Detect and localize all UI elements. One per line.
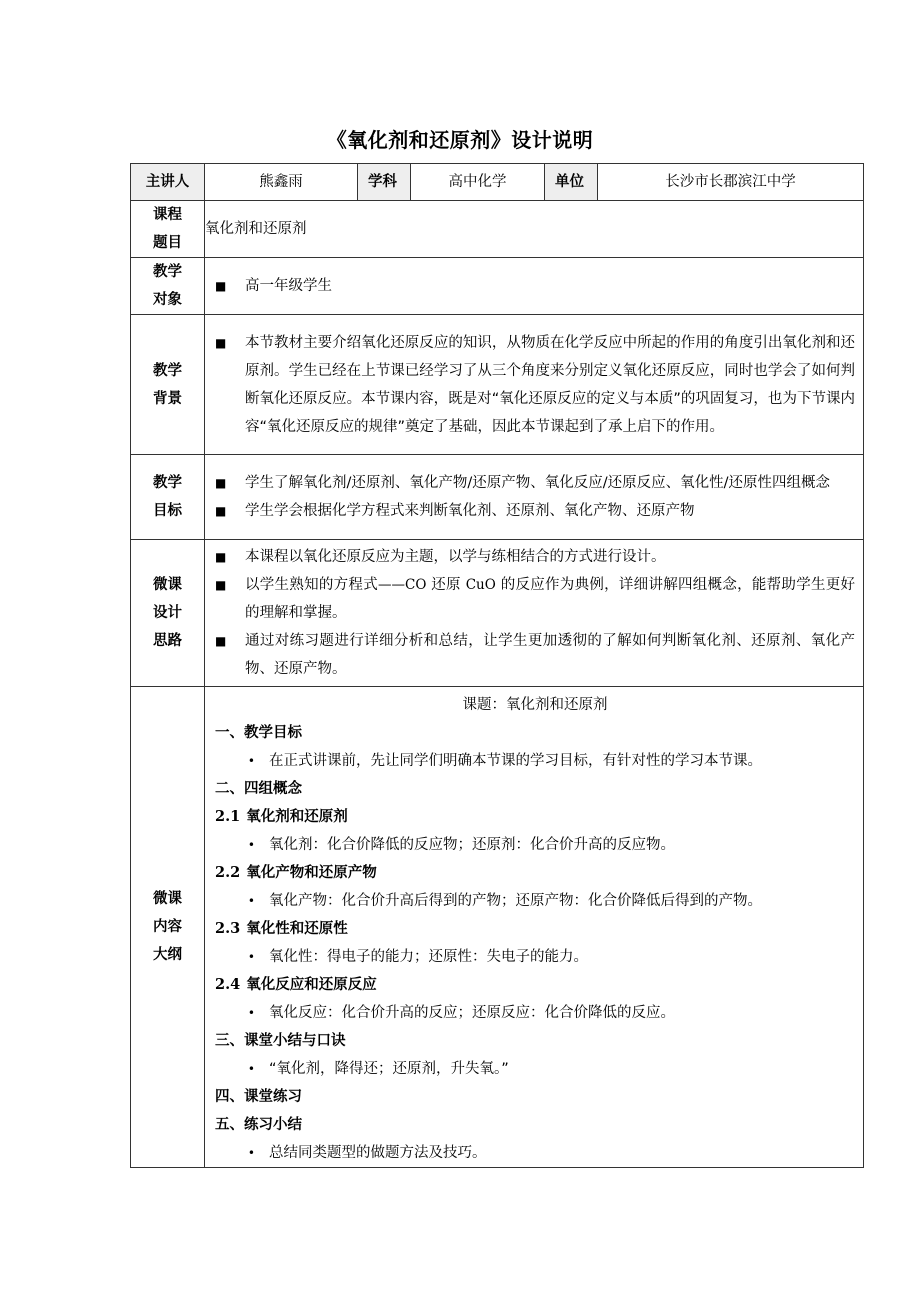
square-bullet-icon: ■: [215, 335, 227, 350]
background-label-line-2: 背景: [153, 390, 182, 407]
square-bullet-icon: ■: [215, 578, 227, 592]
design-label: [131, 540, 205, 687]
design-row: [131, 540, 864, 687]
outline-subsection-2-3: 2.3 氧化性和还原性: [215, 920, 348, 937]
goal-item-1: 学生了解氧化剂/还原剂、氧化产物/还原产物、氧化反应/还原反应、氧化性/还原性四组概念: [245, 475, 831, 491]
bullet-dot-icon: •: [247, 894, 255, 908]
subject-value: 高中化学: [411, 164, 545, 201]
outline-subsection-2-4: 2.4 氧化反应和还原反应: [215, 976, 377, 993]
design-item-1: 本课程以氧化还原反应为主题，以学与练相结合的方式进行设计。: [245, 549, 666, 565]
bullet-dot-icon: •: [247, 838, 255, 852]
audience-label-line-2: 对象: [153, 292, 182, 308]
bullet-dot-icon: •: [247, 754, 255, 768]
design-table: [130, 163, 864, 1168]
background-value: [205, 315, 864, 455]
outline-label-line-2: 内容: [153, 919, 182, 935]
outline-title: 课题：氧化剂和还原剂: [462, 697, 608, 713]
outline-bullet-text: 氧化性：得电子的能力；还原性：失电子的能力。: [269, 949, 588, 965]
bullet-dot-icon: •: [247, 1146, 255, 1160]
square-bullet-icon: ■: [215, 550, 227, 564]
topic-label-line-1: 课程: [153, 207, 182, 223]
unit-value: 长沙市长郡滨江中学: [598, 164, 864, 201]
outline-bullet: [215, 999, 855, 1027]
goals-label-line-1: 教学: [153, 475, 182, 491]
audience-text: 高一年级学生: [245, 278, 332, 294]
bullet-dot-icon: •: [247, 1062, 255, 1076]
unit-label: 单位: [545, 164, 598, 201]
outline-value: [205, 687, 864, 1168]
outline-bullet-text: 在正式讲课前，先让同学们明确本节课的学习目标，有针对性的学习本节课。: [269, 753, 762, 769]
outline-bullet: [215, 831, 855, 859]
design-label-line-3: 思路: [153, 633, 182, 649]
outline-section-3: 三、课堂小结与口诀: [215, 1033, 346, 1049]
square-bullet-icon: ■: [215, 634, 227, 648]
outline-label: [131, 687, 205, 1168]
outline-bullet: [215, 747, 855, 775]
outline-row: [131, 687, 864, 1168]
background-label: [131, 315, 205, 455]
outline-bullet: [215, 887, 855, 915]
design-label-line-2: 设计: [153, 605, 182, 621]
outline-bullet: [215, 943, 855, 971]
square-bullet-icon: ■: [215, 504, 227, 518]
audience-row: [131, 258, 864, 315]
topic-label-line-2: 题目: [153, 235, 182, 251]
outline-bullet-text: “氧化剂，降得还；还原剂，升失氧。”: [269, 1061, 509, 1077]
design-value: [205, 540, 864, 687]
goals-value: [205, 455, 864, 540]
design-item-3: 通过对练习题进行详细分析和总结，让学生更加透彻的了解如何判断氧化剂、还原剂、氧化产物、还原产物。: [245, 633, 855, 677]
outline-bullet-text: 氧化反应：化合价升高的反应；还原反应：化合价降低的反应。: [269, 1005, 675, 1021]
outline-section-4: 四、课堂练习: [215, 1089, 302, 1105]
bullet-dot-icon: •: [247, 1006, 255, 1020]
header-row: [131, 164, 864, 201]
bullet-dot-icon: •: [247, 950, 255, 964]
outline-subsection-2-1: 2.1 氧化剂和还原剂: [215, 808, 348, 825]
outline-bullet: [215, 1139, 855, 1167]
outline-section-2: 二、四组概念: [215, 781, 302, 797]
outline-bullet-text: 氧化剂：化合价降低的反应物；还原剂：化合价升高的反应物。: [269, 837, 675, 853]
background-row: [131, 315, 864, 455]
topic-label: [131, 201, 205, 258]
audience-label-line-1: 教学: [153, 264, 182, 280]
square-bullet-icon: ■: [215, 279, 227, 293]
goals-label: [131, 455, 205, 540]
outline-label-line-1: 微课: [153, 891, 182, 907]
outline-bullet-text: 总结同类题型的做题方法及技巧。: [269, 1145, 487, 1161]
background-text: 本节教材主要介绍氧化还原反应的知识，从物质在化学反应中所起的作用的角度引出氧化剂和还原剂。学生已经在上节课已经学习了从三个角度来分别定义氧化还原反应，同时也学会了如何判断氧化还原反应。本节课内容，既是对“氧化还原反应的定义与本质”的巩固复习，也为下节课内容“氧化还原反应的规律”奠定了基础，因此本节课起到了承上启下的作用。: [245, 334, 855, 435]
outline-bullet: [215, 1055, 855, 1083]
audience-label: [131, 258, 205, 315]
square-bullet-icon: ■: [215, 476, 227, 490]
background-label-line-1: 教学: [153, 362, 182, 379]
presenter-value: 熊鑫雨: [205, 164, 358, 201]
topic-value: 氧化剂和还原剂: [205, 201, 864, 258]
outline-section-1: 一、教学目标: [215, 725, 302, 741]
outline-label-line-3: 大纲: [153, 947, 182, 963]
presenter-label: 主讲人: [131, 164, 205, 201]
audience-value: [205, 258, 864, 315]
design-label-line-1: 微课: [153, 577, 182, 593]
outline-section-5: 五、练习小结: [215, 1117, 302, 1133]
goals-label-line-2: 目标: [153, 503, 182, 519]
goals-row: [131, 455, 864, 540]
subject-label: 学科: [358, 164, 411, 201]
topic-row: [131, 201, 864, 258]
document-title: 《氧化剂和还原剂》设计说明: [326, 128, 594, 152]
outline-subsection-2-2: 2.2 氧化产物和还原产物: [215, 864, 377, 881]
goal-item-2: 学生学会根据化学方程式来判断氧化剂、还原剂、氧化产物、还原产物: [245, 503, 695, 519]
design-item-2: 以学生熟知的方程式——CO 还原 CuO 的反应作为典例，详细讲解四组概念，能帮助学生更好的理解和掌握。: [245, 577, 856, 621]
outline-bullet-text: 氧化产物：化合价升高后得到的产物；还原产物：化合价降低后得到的产物。: [269, 893, 762, 909]
